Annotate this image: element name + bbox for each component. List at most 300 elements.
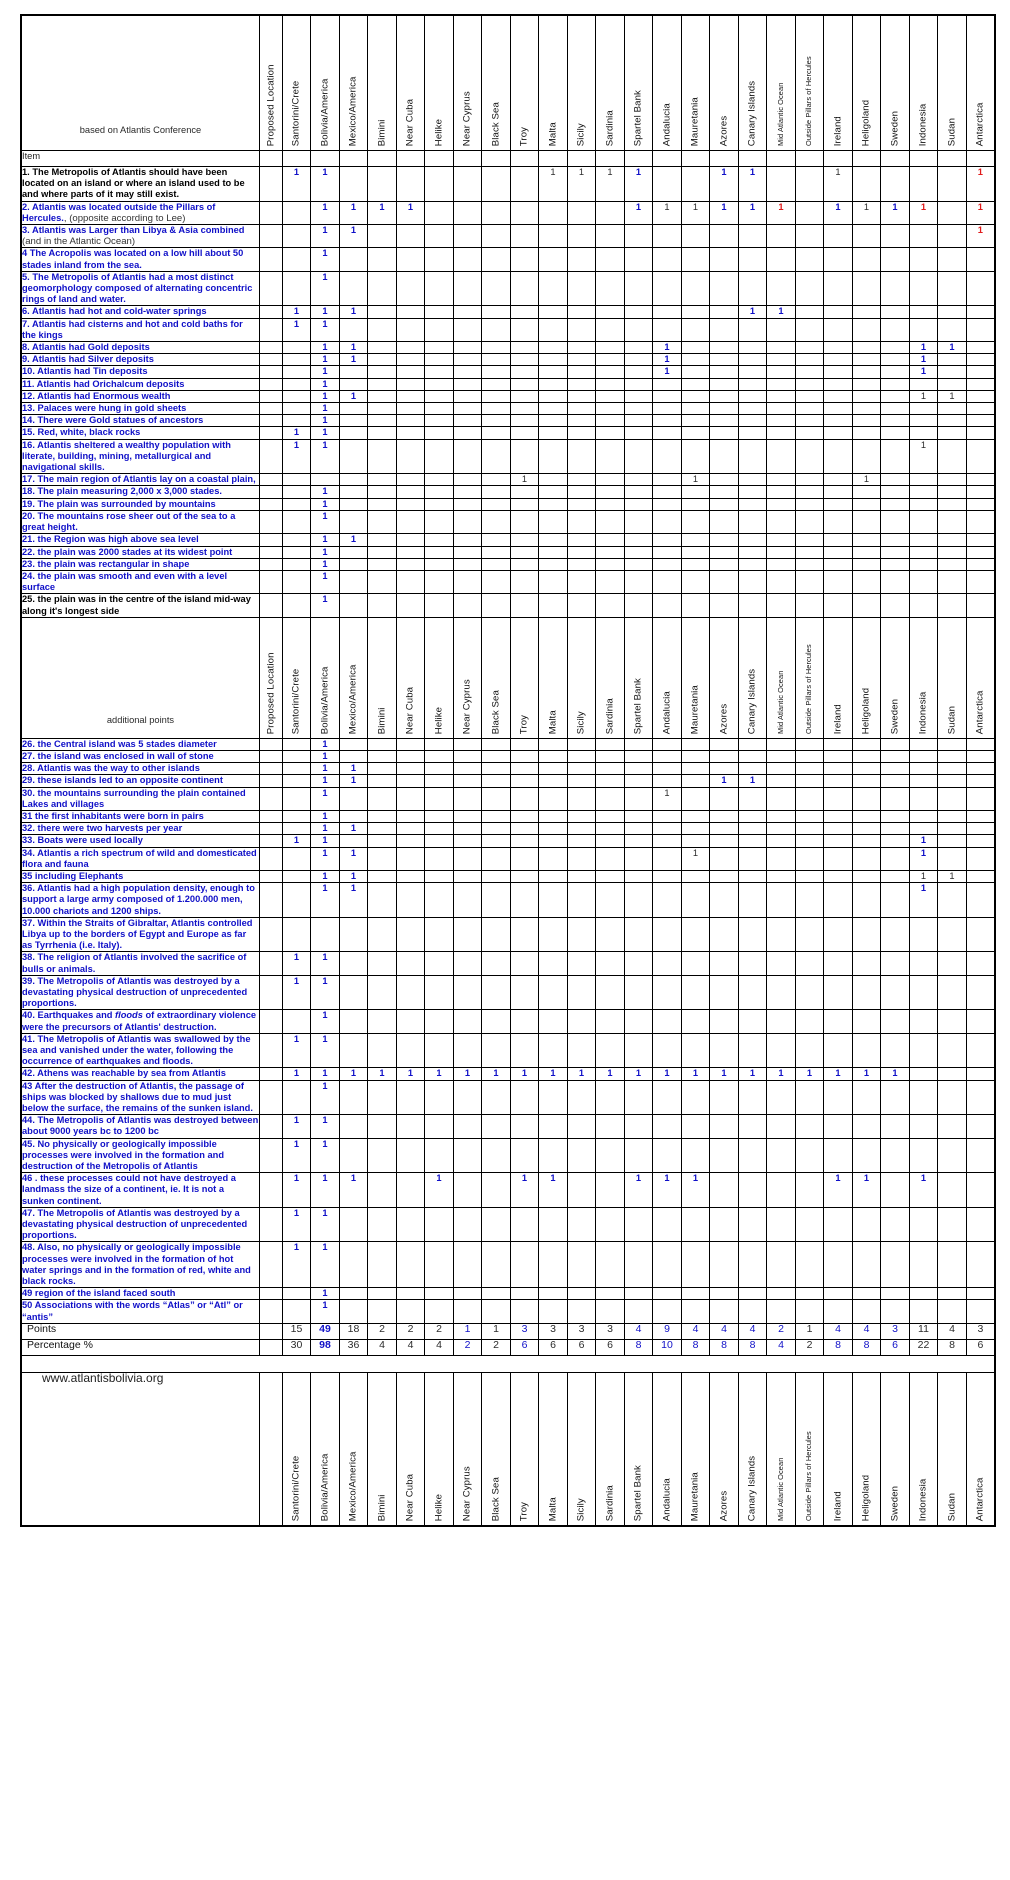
col-header-label: Canary Islands: [746, 1455, 758, 1521]
criterion-empty: [539, 1207, 568, 1242]
criterion-empty: [567, 763, 596, 775]
criterion-empty: [339, 439, 368, 474]
criterion-empty: [425, 390, 454, 402]
criterion-empty: [425, 403, 454, 415]
criterion-empty: [453, 167, 482, 202]
criterion-empty: [795, 201, 824, 224]
criterion-empty: [795, 486, 824, 498]
criterion-empty: [738, 1300, 767, 1323]
criterion-empty: [681, 975, 710, 1010]
criterion-empty: [767, 342, 796, 354]
criterion-empty: [453, 835, 482, 847]
criterion-empty: [510, 1242, 539, 1288]
criterion-empty: [453, 1080, 482, 1115]
criterion-mark: 1: [624, 201, 653, 224]
percentage-value: 8: [852, 1339, 881, 1355]
criterion-empty: [368, 1173, 397, 1208]
criterion-empty: [396, 917, 425, 952]
criterion-empty: [482, 366, 511, 378]
criterion-empty: [539, 498, 568, 510]
criterion-empty: [852, 415, 881, 427]
criterion-empty: [795, 1207, 824, 1242]
criterion-empty: [824, 427, 853, 439]
criterion-empty: [710, 225, 739, 248]
criterion-empty: [425, 835, 454, 847]
criterion-empty: [909, 1138, 938, 1173]
criterion-empty: [539, 847, 568, 870]
criterion-empty: [681, 1115, 710, 1138]
criterion-empty: [795, 823, 824, 835]
criterion-empty: [510, 1033, 539, 1068]
criterion-empty: [767, 354, 796, 366]
criterion-mark: 1: [311, 378, 340, 390]
criterion-empty: [453, 306, 482, 318]
col-header-label: Antarctica: [974, 1477, 986, 1521]
criterion-empty: [653, 415, 682, 427]
criterion-empty: [282, 403, 311, 415]
criterion-empty: [681, 1033, 710, 1068]
criterion-mark: 1: [339, 354, 368, 366]
criterion-mark: 1: [339, 870, 368, 882]
criterion-empty: [339, 1300, 368, 1323]
criterion-empty: [795, 534, 824, 546]
criterion-empty: [624, 1010, 653, 1033]
criterion-empty: [710, 1300, 739, 1323]
criterion-empty: [368, 738, 397, 750]
criterion-empty: [425, 570, 454, 593]
criterion-empty: [881, 750, 910, 762]
proposed-location-spacer: [259, 342, 282, 354]
criterion-empty: [339, 570, 368, 593]
criterion-empty: [738, 415, 767, 427]
criterion-empty: [453, 225, 482, 248]
criterion-empty: [282, 594, 311, 617]
criterion-empty: [567, 952, 596, 975]
criterion-empty: [539, 1138, 568, 1173]
criterion-empty: [482, 415, 511, 427]
table-row: [21, 271, 995, 306]
criterion-mark: 1: [311, 883, 340, 918]
criterion-empty: [966, 750, 995, 762]
criterion-mark: 1: [311, 810, 340, 822]
criterion-empty: [653, 1288, 682, 1300]
item-subheader-cell: [596, 151, 625, 167]
criterion-empty: [453, 823, 482, 835]
points-value: 49: [311, 1323, 340, 1339]
criterion-empty: [966, 534, 995, 546]
criterion-text: 7. Atlantis had cisterns and hot and cold baths for the kings: [21, 318, 259, 341]
proposed-location-spacer: [259, 427, 282, 439]
criterion-empty: [966, 510, 995, 533]
criterion-empty: [396, 870, 425, 882]
proposed-location-spacer: [259, 1300, 282, 1323]
criterion-empty: [710, 1080, 739, 1115]
criterion-text: 38. The religion of Atlantis involved the sacrifice of bulls or animals.: [21, 952, 259, 975]
criterion-empty: [909, 1300, 938, 1323]
criterion-empty: [282, 366, 311, 378]
criterion-empty: [738, 787, 767, 810]
criterion-empty: [396, 306, 425, 318]
criterion-empty: [453, 1300, 482, 1323]
criterion-empty: [567, 427, 596, 439]
criterion-empty: [653, 546, 682, 558]
col-header-near-cuba: [396, 617, 425, 738]
criterion-empty: [539, 225, 568, 248]
criterion-empty: [596, 354, 625, 366]
criterion-empty: [339, 558, 368, 570]
criterion-empty: [482, 738, 511, 750]
criterion-empty: [624, 248, 653, 271]
proposed-location-spacer: [259, 318, 282, 341]
percentage-value: 8: [710, 1339, 739, 1355]
criterion-empty: [339, 1080, 368, 1115]
criterion-empty: [966, 952, 995, 975]
criterion-mark: 1: [653, 366, 682, 378]
criterion-empty: [653, 306, 682, 318]
criterion-empty: [966, 1080, 995, 1115]
criterion-empty: [852, 952, 881, 975]
criterion-empty: [624, 427, 653, 439]
criterion-empty: [282, 823, 311, 835]
criterion-mark: 1: [311, 594, 340, 617]
criterion-empty: [425, 546, 454, 558]
criterion-empty: [396, 1300, 425, 1323]
criterion-empty: [710, 594, 739, 617]
criterion-empty: [966, 835, 995, 847]
criterion-empty: [368, 763, 397, 775]
criterion-mark: 1: [795, 1068, 824, 1080]
criterion-mark: 1: [767, 201, 796, 224]
criterion-empty: [681, 415, 710, 427]
criterion-mark: 1: [311, 486, 340, 498]
criterion-empty: [966, 1207, 995, 1242]
col-header-label: Proposed Location: [265, 64, 277, 146]
table-row: [21, 534, 995, 546]
percentage-value: 30: [282, 1339, 311, 1355]
item-subheader-cell: [453, 151, 482, 167]
criterion-empty: [852, 510, 881, 533]
criterion-empty: [795, 390, 824, 402]
item-subheader-cell: [259, 151, 282, 167]
criterion-text: 35 including Elephants: [21, 870, 259, 882]
proposed-location-spacer: [259, 415, 282, 427]
criterion-empty: [368, 318, 397, 341]
col-header-spartel-bank: [624, 617, 653, 738]
criterion-empty: [710, 498, 739, 510]
col-header-heligoland: [852, 617, 881, 738]
criterion-empty: [653, 738, 682, 750]
criterion-empty: [852, 1207, 881, 1242]
criterion-empty: [368, 810, 397, 822]
criterion-empty: [966, 810, 995, 822]
col-header-label: Mid Atlantic Ocean: [775, 1457, 785, 1521]
points-value: 9: [653, 1323, 682, 1339]
criterion-empty: [738, 835, 767, 847]
criterion-empty: [881, 415, 910, 427]
criterion-text: 40. Earthquakes and floods of extraordinary violence were the precursors of Atlantis' destruction.: [21, 1010, 259, 1033]
criterion-empty: [282, 390, 311, 402]
criterion-empty: [453, 763, 482, 775]
criterion-empty: [909, 474, 938, 486]
criterion-empty: [738, 486, 767, 498]
criterion-empty: [539, 952, 568, 975]
criterion-empty: [909, 1115, 938, 1138]
criterion-empty: [368, 750, 397, 762]
percentage-value: 2: [453, 1339, 482, 1355]
criterion-empty: [539, 787, 568, 810]
criterion-empty: [567, 558, 596, 570]
criterion-empty: [966, 546, 995, 558]
website-link[interactable]: www.atlantisbolivia.org: [21, 1372, 259, 1526]
criterion-empty: [795, 427, 824, 439]
criterion-empty: [425, 763, 454, 775]
criterion-empty: [824, 415, 853, 427]
col-header-label: Outside Pillars of Hercules: [804, 643, 814, 734]
proposed-location-spacer: [259, 738, 282, 750]
criterion-empty: [510, 415, 539, 427]
percentage-value: 8: [938, 1339, 967, 1355]
col-header-label: Heligoland: [860, 687, 872, 734]
criterion-empty: [767, 415, 796, 427]
criterion-empty: [795, 917, 824, 952]
criterion-empty: [852, 167, 881, 202]
criterion-empty: [368, 1300, 397, 1323]
criterion-empty: [824, 883, 853, 918]
criterion-empty: [282, 917, 311, 952]
criterion-empty: [881, 787, 910, 810]
table-row: [21, 415, 995, 427]
criterion-text: 36. Atlantis had a high population density, enough to support a large army composed of 1.200.000 men, 10.000 chariots and 1200 ships.: [21, 883, 259, 918]
criterion-empty: [482, 1173, 511, 1208]
criterion-empty: [795, 763, 824, 775]
criterion-empty: [881, 225, 910, 248]
criterion-text: 14. There were Gold statues of ancestors: [21, 415, 259, 427]
criterion-empty: [510, 883, 539, 918]
criterion-empty: [624, 439, 653, 474]
criterion-empty: [510, 498, 539, 510]
criterion-empty: [282, 271, 311, 306]
criterion-empty: [710, 870, 739, 882]
criterion-empty: [339, 510, 368, 533]
col-header-label: Sweden: [889, 698, 901, 734]
criterion-empty: [596, 570, 625, 593]
criterion-empty: [396, 1173, 425, 1208]
criterion-empty: [282, 201, 311, 224]
col-header-label: Sardinia: [604, 1484, 616, 1521]
criterion-empty: [710, 271, 739, 306]
criterion-empty: [653, 486, 682, 498]
criterion-empty: [425, 486, 454, 498]
proposed-location-spacer: [259, 378, 282, 390]
criterion-empty: [881, 474, 910, 486]
percentage-value: 4: [396, 1339, 425, 1355]
criterion-text: 22. the plain was 2000 stades at its widest point: [21, 546, 259, 558]
criterion-empty: [482, 427, 511, 439]
criterion-mark: 1: [453, 1068, 482, 1080]
criterion-empty: [396, 823, 425, 835]
criterion-empty: [396, 738, 425, 750]
criterion-empty: [938, 439, 967, 474]
criterion-mark: 1: [311, 738, 340, 750]
criterion-empty: [881, 1033, 910, 1068]
col-header-label: Sudan: [946, 117, 958, 146]
criterion-empty: [966, 975, 995, 1010]
criterion-empty: [909, 248, 938, 271]
criterion-empty: [710, 847, 739, 870]
table-row: [21, 1115, 995, 1138]
criterion-empty: [482, 1115, 511, 1138]
criterion-empty: [425, 1207, 454, 1242]
criterion-empty: [824, 787, 853, 810]
item-subheader-cell: [624, 151, 653, 167]
points-label: Points: [21, 1323, 259, 1339]
criterion-mark: 1: [311, 775, 340, 787]
criterion-empty: [339, 378, 368, 390]
criterion-empty: [596, 883, 625, 918]
criterion-empty: [681, 248, 710, 271]
criterion-empty: [795, 594, 824, 617]
criterion-mark: 1: [339, 534, 368, 546]
criterion-empty: [824, 870, 853, 882]
criterion-empty: [909, 952, 938, 975]
criterion-empty: [510, 952, 539, 975]
criterion-empty: [282, 1288, 311, 1300]
col-header-antarctica: [966, 617, 995, 738]
criterion-mark: 1: [681, 847, 710, 870]
criterion-empty: [909, 403, 938, 415]
criterion-mark: 1: [681, 1068, 710, 1080]
criterion-mark: 1: [311, 1242, 340, 1288]
criterion-mark: 1: [339, 201, 368, 224]
footer-col-header-outside-pillars-of-hercules: [795, 1372, 824, 1526]
criterion-empty: [510, 318, 539, 341]
criterion-empty: [710, 366, 739, 378]
criterion-empty: [482, 1288, 511, 1300]
criterion-empty: [881, 366, 910, 378]
criterion-empty: [624, 810, 653, 822]
criterion-empty: [596, 510, 625, 533]
criterion-empty: [852, 306, 881, 318]
item-subheader-cell: [710, 151, 739, 167]
criterion-empty: [710, 378, 739, 390]
criterion-empty: [824, 1288, 853, 1300]
criterion-mark: 1: [311, 750, 340, 762]
col-header-label: Ireland: [832, 115, 844, 146]
criterion-empty: [938, 1173, 967, 1208]
proposed-location-spacer: [259, 546, 282, 558]
proposed-location-spacer: [259, 1288, 282, 1300]
criterion-empty: [453, 594, 482, 617]
col-header-label: Helike: [433, 706, 445, 734]
criterion-mark: 1: [653, 787, 682, 810]
proposed-location-spacer: [259, 1068, 282, 1080]
points-value: 2: [396, 1323, 425, 1339]
col-header-sicily: [567, 617, 596, 738]
criterion-empty: [624, 787, 653, 810]
footer-col-header-sudan: [938, 1372, 967, 1526]
proposed-location-spacer: [259, 835, 282, 847]
criterion-empty: [510, 378, 539, 390]
table-row: [21, 439, 995, 474]
criterion-empty: [396, 415, 425, 427]
criterion-empty: [339, 1288, 368, 1300]
criterion-empty: [368, 870, 397, 882]
criterion-empty: [710, 1115, 739, 1138]
criterion-empty: [624, 415, 653, 427]
criterion-empty: [938, 306, 967, 318]
criterion-mark: 1: [510, 1068, 539, 1080]
criterion-mark: 1: [510, 1173, 539, 1208]
criterion-empty: [710, 403, 739, 415]
criterion-empty: [653, 883, 682, 918]
col-header-label: Azores: [718, 1490, 730, 1521]
criterion-empty: [653, 271, 682, 306]
criterion-empty: [425, 318, 454, 341]
criterion-empty: [966, 1068, 995, 1080]
criterion-empty: [396, 975, 425, 1010]
criterion-empty: [624, 1288, 653, 1300]
col-header-label: Santorini/Crete: [290, 80, 302, 146]
criterion-mark: 1: [282, 1207, 311, 1242]
criterion-text: 39. The Metropolis of Atlantis was destroyed by a devastating physical destruction of unprecedented proportions.: [21, 975, 259, 1010]
criterion-empty: [681, 1288, 710, 1300]
criterion-empty: [368, 378, 397, 390]
proposed-location-spacer: [259, 1207, 282, 1242]
percentage-value: 8: [624, 1339, 653, 1355]
criterion-mark: 1: [710, 775, 739, 787]
criterion-mark: 1: [824, 1173, 853, 1208]
criterion-empty: [482, 952, 511, 975]
col-header-label: Canary Islands: [746, 80, 758, 146]
criterion-empty: [396, 271, 425, 306]
criterion-empty: [453, 498, 482, 510]
item-subheader-cell: [425, 151, 454, 167]
criterion-text: 1. The Metropolis of Atlantis should have been located on an island or where an island used to be and where parts of it may still exist.: [21, 167, 259, 202]
criterion-empty: [824, 1300, 853, 1323]
criterion-empty: [368, 427, 397, 439]
criterion-empty: [453, 342, 482, 354]
points-value: 3: [596, 1323, 625, 1339]
criterion-empty: [596, 763, 625, 775]
criterion-empty: [425, 750, 454, 762]
criterion-empty: [795, 1300, 824, 1323]
criterion-empty: [567, 510, 596, 533]
criterion-empty: [539, 546, 568, 558]
criterion-empty: [596, 1207, 625, 1242]
criterion-text: 41. The Metropolis of Atlantis was swallowed by the sea and vanished under the water, following the occurrence of earthquakes and floods.: [21, 1033, 259, 1068]
criterion-empty: [539, 271, 568, 306]
criterion-empty: [795, 318, 824, 341]
criterion-empty: [567, 354, 596, 366]
criterion-text: 49 region of the island faced south: [21, 1288, 259, 1300]
criterion-text: 18. The plain measuring 2,000 x 3,000 stades.: [21, 486, 259, 498]
criterion-empty: [681, 306, 710, 318]
criterion-empty: [653, 498, 682, 510]
table-row: [21, 775, 995, 787]
criterion-empty: [453, 415, 482, 427]
criterion-mark: 1: [966, 225, 995, 248]
criterion-empty: [738, 225, 767, 248]
points-value: 4: [681, 1323, 710, 1339]
criterion-empty: [681, 810, 710, 822]
criterion-mark: 1: [909, 1173, 938, 1208]
criterion-empty: [396, 1242, 425, 1288]
col-header-label: Troy: [518, 1501, 530, 1521]
criterion-empty: [596, 225, 625, 248]
criterion-empty: [339, 810, 368, 822]
criterion-empty: [453, 486, 482, 498]
criterion-empty: [510, 439, 539, 474]
